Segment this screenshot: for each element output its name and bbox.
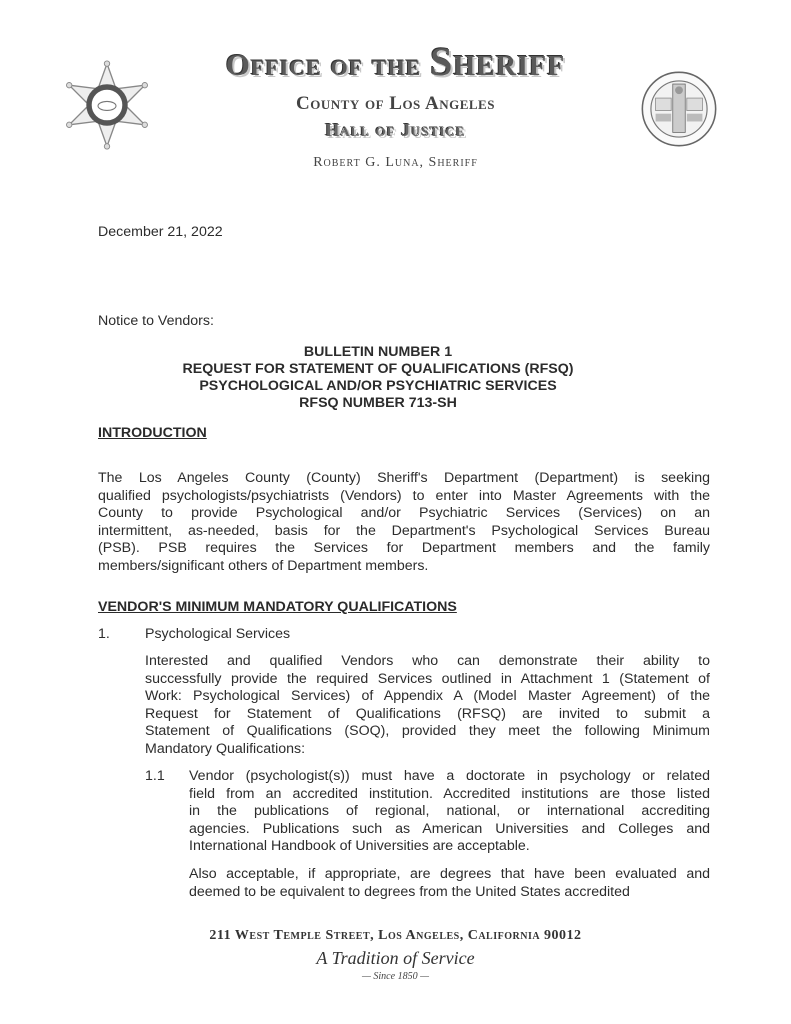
- paragraph-line: Interested and qualified Vendors who can demonstrate their ability to: [145, 653, 710, 669]
- bulletin-line: REQUEST FOR STATEMENT OF QUALIFICATIONS (RFSQ): [182, 361, 574, 377]
- office-title: [0, 38, 791, 85]
- paragraph-line: International Handbook of Universities are acceptable.: [189, 838, 530, 855]
- office-title-prefix: Office of the: [225, 47, 422, 82]
- paragraph-line: deemed to be equivalent to degrees from the United States accredited: [189, 883, 630, 900]
- paragraph-line: members/significant others of Department members.: [98, 557, 429, 574]
- paragraph-line: (PSB). PSB requires the Services for Department members and the family: [98, 540, 710, 557]
- sub-item-paragraph-2: [189, 866, 710, 901]
- paragraph-line: County to provide Psychological and/or Psychiatric Services (Services) on an: [98, 505, 710, 522]
- footer-address: 211 West Temple Street, Los Angeles, California 90012: [209, 928, 582, 943]
- county-name: County of Los Angeles: [296, 93, 495, 114]
- paragraph-line: Statement of Qualifications (SOQ), provided they meet the following Minimum: [145, 723, 710, 740]
- paragraph-line: field from an accredited institution. Accredited institutions are those listed: [189, 785, 710, 802]
- introduction-heading: INTRODUCTION: [98, 425, 207, 441]
- paragraph-line: successfully provide the required Services outlined in Attachment 1 (Statement of: [145, 670, 710, 687]
- bulletin-line: RFSQ NUMBER 713-SH: [299, 395, 457, 411]
- item-paragraph: [145, 653, 710, 759]
- paragraph-line: Work: Psychological Services) of Appendix A (Model Master Agreement) of the: [145, 688, 710, 705]
- footer-since: — Since 1850 —: [362, 971, 429, 982]
- letter-date: December 21, 2022: [98, 224, 223, 240]
- sub-item-number: 1.1: [145, 768, 165, 784]
- paragraph-line: in the publications of regional, national, or international accrediting: [189, 803, 710, 820]
- paragraph-line: Request for Statement of Qualifications (RFSQ) are invited to submit a: [145, 705, 710, 722]
- paragraph-line: agencies. Publications such as American Universities and Colleges and: [189, 820, 710, 837]
- hall-of-justice: Hall of Justice: [325, 120, 466, 140]
- paragraph-line: Vendor (psychologist(s)) must have a doctorate in psychology or related: [189, 768, 710, 784]
- paragraph-line: Also acceptable, if appropriate, are degrees that have been evaluated and: [189, 866, 710, 882]
- bulletin-line: PSYCHOLOGICAL AND/OR PSYCHIATRIC SERVICES: [199, 378, 557, 394]
- sheriff-name: Robert G. Luna, Sheriff: [313, 155, 478, 170]
- salutation: Notice to Vendors:: [98, 313, 214, 329]
- item-label: Psychological Services: [145, 626, 291, 642]
- paragraph-line: qualified psychologists/psychiatrists (Vendors) to enter into Master Agreements with the: [98, 487, 710, 504]
- paragraph-line: intermittent, as-needed, basis for the Department's Psychological Services Bureau: [98, 522, 710, 539]
- paragraph-line: Mandatory Qualifications:: [145, 740, 306, 757]
- introduction-paragraph: [98, 470, 710, 576]
- footer-motto: A Tradition of Service: [316, 948, 475, 968]
- bulletin-line: BULLETIN NUMBER 1: [303, 344, 453, 360]
- item-number: 1.: [98, 626, 110, 642]
- sub-item-paragraph: [189, 768, 710, 856]
- paragraph-line: The Los Angeles County (County) Sheriff's Department (Department) is seeking: [98, 470, 710, 486]
- office-title-suffix: Sheriff: [430, 39, 566, 84]
- bulletin-title: [98, 344, 658, 412]
- qualifications-heading: VENDOR'S MINIMUM MANDATORY QUALIFICATIONS: [98, 599, 457, 615]
